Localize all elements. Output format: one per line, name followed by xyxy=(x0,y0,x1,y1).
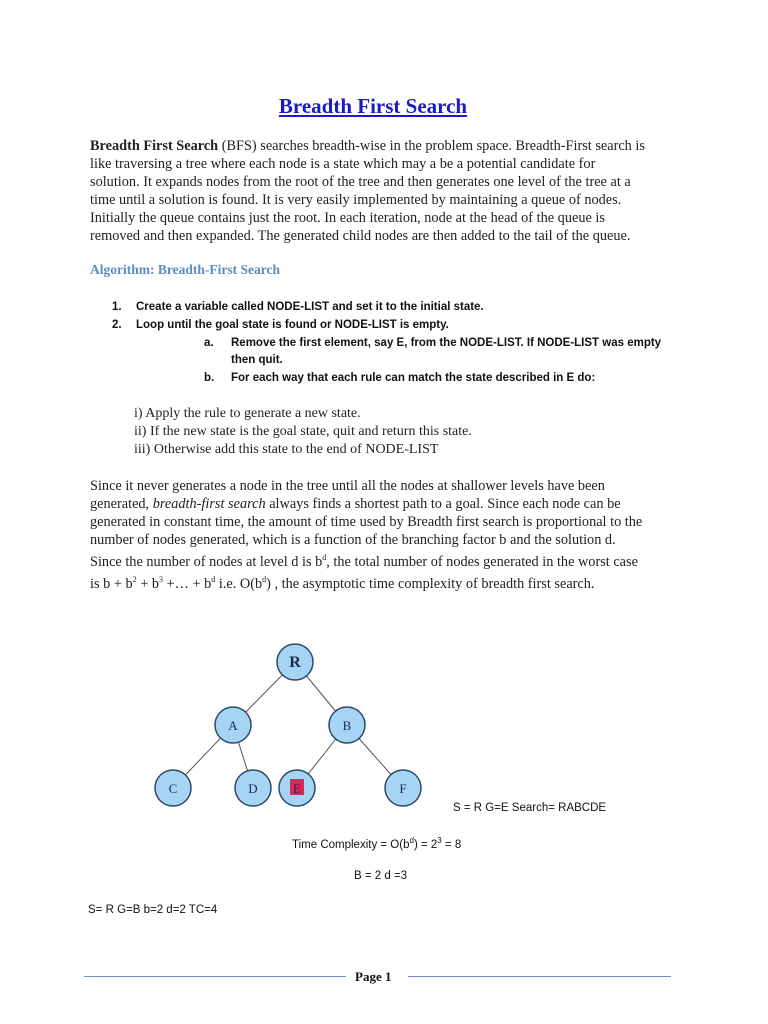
page-number: Page 1 xyxy=(355,969,392,984)
substep-text: For each way that each rule can match the state described in E do: xyxy=(231,372,596,384)
time-complexity-note: Time Complexity = $O(b^d) = 2^3 = 8$ xyxy=(292,836,462,851)
tree-node-label: C xyxy=(168,781,178,796)
text-line: number of nodes generated, which is a function of the branching factor b and the solution d. xyxy=(90,532,616,548)
text-line: generated in constant time, the amount of time used by Breadth first search is proportional to the xyxy=(90,514,643,530)
text-line: solution. It expands nodes from the root of the tree and then generates one level of the tree at a xyxy=(90,174,631,190)
search-note: S = R G=E Search= RABCDE xyxy=(453,802,607,814)
tree-node-label: A xyxy=(228,718,238,733)
step-number: 1. xyxy=(112,301,122,313)
branching-note: B = 2 d =3 xyxy=(354,870,408,882)
footer-rule-right xyxy=(408,976,671,977)
example-note: S= R G=B b=2 d=2 TC=4 xyxy=(88,904,218,916)
text-line: (BFS) searches breadth-wise in the problem space. Breadth-First search is xyxy=(218,138,645,154)
footer-rule-left xyxy=(84,976,346,977)
text-line: Initially the queue contains just the root. In each iteration, node at the head of the queue is xyxy=(90,210,605,226)
algorithm-heading: Algorithm: Breadth-First Search xyxy=(90,262,280,277)
intro-bold-term: Breadth First Search xyxy=(90,138,219,154)
substep-letter: b. xyxy=(204,372,215,384)
text-line: generated, breadth-first search always finds a shortest path to a goal. Since each node can be xyxy=(90,496,621,512)
text-line: time until a solution is found. It is very easily implemented by maintaining a queue of nodes. xyxy=(90,192,622,208)
substep-text: then quit. xyxy=(231,354,283,366)
step-text: Loop until the goal state is found or NODE-LIST is empty. xyxy=(136,319,449,331)
roman-item: iii) Otherwise add this state to the end of NODE-LIST xyxy=(134,442,439,457)
tree-node-label: B xyxy=(342,718,352,733)
step-number: 2. xyxy=(112,319,122,331)
substep-letter: a. xyxy=(204,337,214,349)
roman-item: i) Apply the rule to generate a new state. xyxy=(134,406,361,421)
tree-node-label: E xyxy=(293,781,301,796)
text-line: like traversing a tree where each node is a state which may a be a potential candidate for xyxy=(90,156,596,172)
text-line: Since the number of nodes at level d is $b^d$, the total number of nodes generated in the worst case xyxy=(90,553,638,570)
text-line: Since it never generates a node in the tree until all the nodes at shallower levels have been xyxy=(90,478,605,494)
text-line: removed and then expanded. The generated child nodes are then added to the tail of the queue. xyxy=(90,228,631,244)
document-title: Breadth First Search xyxy=(278,94,468,118)
tree-node-label: D xyxy=(248,781,258,796)
step-text: Create a variable called NODE-LIST and set it to the initial state. xyxy=(136,301,484,313)
tree-node-label: R xyxy=(289,654,301,671)
text-line: is $b + b^2 + b^3$ +… + $b^d$ i.e. $O(b^d)$ , the asymptotic time complexity of breadth first search. xyxy=(90,574,595,592)
roman-item: ii) If the new state is the goal state, quit and return this state. xyxy=(134,424,472,439)
substep-text: Remove the first element, say E, from the NODE-LIST. If NODE-LIST was empty xyxy=(231,337,662,349)
tree-node-label: F xyxy=(399,781,407,796)
